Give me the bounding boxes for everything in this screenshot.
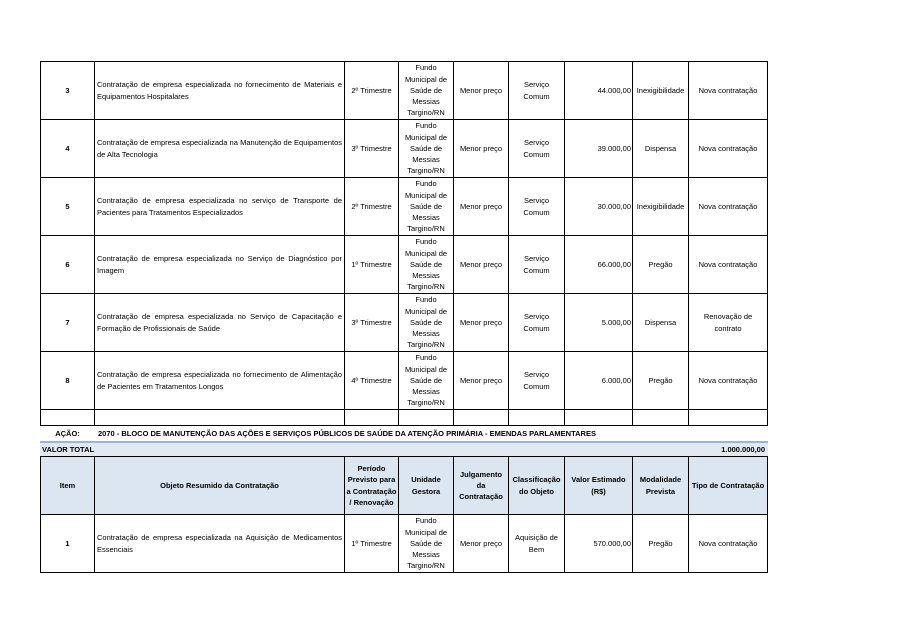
item-number: 1 bbox=[40, 515, 95, 573]
judgment-criterion: Menor preço bbox=[454, 352, 509, 410]
header-period: Período Previsto para a Contratação / Renovação bbox=[345, 457, 399, 515]
estimated-value: 66.000,00 bbox=[565, 236, 633, 294]
judgment-criterion: Menor preço bbox=[454, 178, 509, 236]
empty-cell bbox=[95, 410, 345, 426]
planned-modality: Pregão bbox=[633, 515, 689, 573]
total-value-amount: 1.000.000,00 bbox=[721, 445, 765, 454]
header-classification: Classificação do Objeto bbox=[509, 457, 565, 515]
empty-cell bbox=[40, 410, 95, 426]
table-row bbox=[40, 294, 768, 352]
planned-modality: Inexigibilidade bbox=[633, 62, 689, 120]
contract-type: Renovação de contrato bbox=[689, 294, 768, 352]
empty-cell bbox=[345, 410, 399, 426]
item-number: 3 bbox=[40, 62, 95, 120]
header-modality: Modalidade Prevista bbox=[633, 457, 689, 515]
object-classification: Serviço Comum bbox=[509, 294, 565, 352]
empty-row bbox=[40, 410, 768, 426]
judgment-criterion: Menor preço bbox=[454, 62, 509, 120]
estimated-value: 6.000,00 bbox=[565, 352, 633, 410]
estimated-value: 30.000,00 bbox=[565, 178, 633, 236]
managing-unit: Fundo Municipal de Saúde de Messias Targino/RN bbox=[399, 178, 454, 236]
managing-unit: Fundo Municipal de Saúde de Messias Targino/RN bbox=[399, 120, 454, 178]
contracts-table-previous-block bbox=[40, 61, 768, 426]
planned-modality: Pregão bbox=[633, 236, 689, 294]
planned-modality: Dispensa bbox=[633, 120, 689, 178]
object-classification: Serviço Comum bbox=[509, 352, 565, 410]
header-item: Item bbox=[40, 457, 95, 515]
managing-unit: Fundo Municipal de Saúde de Messias Targino/RN bbox=[399, 515, 454, 573]
planned-period: 3º Trimestre bbox=[345, 120, 399, 178]
judgment-criterion: Menor preço bbox=[454, 515, 509, 573]
empty-cell bbox=[633, 410, 689, 426]
table-row bbox=[40, 62, 768, 120]
header-managing-unit: Unidade Gestora bbox=[399, 457, 454, 515]
contract-type: Nova contratação bbox=[689, 236, 768, 294]
contract-type: Nova contratação bbox=[689, 120, 768, 178]
object-description: Contratação de empresa especializada na Aquisição de Medicamentos Essenciais bbox=[95, 515, 345, 573]
total-value-row bbox=[40, 443, 768, 456]
estimated-value: 5.000,00 bbox=[565, 294, 633, 352]
empty-cell bbox=[689, 410, 768, 426]
empty-cell bbox=[509, 410, 565, 426]
managing-unit: Fundo Municipal de Saúde de Messias Targino/RN bbox=[399, 352, 454, 410]
object-classification: Serviço Comum bbox=[509, 62, 565, 120]
header-estimated-value: Valor Estimado (R$) bbox=[565, 457, 633, 515]
object-classification: Serviço Comum bbox=[509, 120, 565, 178]
header-contract-type: Tipo de Contratação bbox=[689, 457, 768, 515]
item-number: 8 bbox=[40, 352, 95, 410]
header-judgment: Julgamento da Contratação bbox=[454, 457, 509, 515]
object-description: Contratação de empresa especializada na Manutenção de Equipamentos de Alta Tecnologia bbox=[95, 120, 345, 178]
contract-type: Nova contratação bbox=[689, 352, 768, 410]
judgment-criterion: Menor preço bbox=[454, 120, 509, 178]
contracts-table-action-2070 bbox=[40, 456, 768, 573]
action-heading bbox=[40, 426, 768, 443]
item-number: 6 bbox=[40, 236, 95, 294]
object-description: Contratação de empresa especializada no serviço de Transporte de Pacientes para Tratamentos Especializados bbox=[95, 178, 345, 236]
header-object: Objeto Resumido da Contratação bbox=[95, 457, 345, 515]
object-description: Contratação de empresa especializada no Serviço de Capacitação e Formação de Profissionais de Saúde bbox=[95, 294, 345, 352]
planned-period: 3º Trimestre bbox=[345, 294, 399, 352]
managing-unit: Fundo Municipal de Saúde de Messias Targino/RN bbox=[399, 62, 454, 120]
table-row bbox=[40, 352, 768, 410]
table-row bbox=[40, 515, 768, 573]
estimated-value: 44.000,00 bbox=[565, 62, 633, 120]
empty-cell bbox=[565, 410, 633, 426]
planned-period: 2º Trimestre bbox=[345, 178, 399, 236]
empty-cell bbox=[454, 410, 509, 426]
table-row bbox=[40, 178, 768, 236]
object-description: Contratação de empresa especializada no fornecimento de Materiais e Equipamentos Hospitalares bbox=[95, 62, 345, 120]
table-header-row bbox=[40, 457, 768, 515]
object-classification: Serviço Comum bbox=[509, 178, 565, 236]
managing-unit: Fundo Municipal de Saúde de Messias Targino/RN bbox=[399, 236, 454, 294]
planned-modality: Dispensa bbox=[633, 294, 689, 352]
planned-period: 2º Trimestre bbox=[345, 62, 399, 120]
planned-modality: Inexigibilidade bbox=[633, 178, 689, 236]
planned-modality: Pregão bbox=[633, 352, 689, 410]
object-description: Contratação de empresa especializada no fornecimento de Alimentação de Pacientes em Tratamentos Longos bbox=[95, 352, 345, 410]
estimated-value: 39.000,00 bbox=[565, 120, 633, 178]
item-number: 7 bbox=[40, 294, 95, 352]
contract-type: Nova contratação bbox=[689, 178, 768, 236]
judgment-criterion: Menor preço bbox=[454, 294, 509, 352]
object-description: Contratação de empresa especializada no Serviço de Diagnóstico por Imagem bbox=[95, 236, 345, 294]
planned-period: 1º Trimestre bbox=[345, 515, 399, 573]
table-row bbox=[40, 120, 768, 178]
action-label: AÇÃO: bbox=[55, 429, 80, 438]
contract-type: Nova contratação bbox=[689, 515, 768, 573]
empty-cell bbox=[399, 410, 454, 426]
contract-type: Nova contratação bbox=[689, 62, 768, 120]
managing-unit: Fundo Municipal de Saúde de Messias Targino/RN bbox=[399, 294, 454, 352]
planned-period: 4º Trimestre bbox=[345, 352, 399, 410]
action-title: 2070 - BLOCO DE MANUTENÇÃO DAS AÇÕES E SERVIÇOS PÚBLICOS DE SAÚDE DA ATENÇÃO PRIMÁRIA - EMENDAS PARLAMENTARES bbox=[98, 429, 596, 438]
object-classification: Aquisição de Bem bbox=[509, 515, 565, 573]
total-value-label: VALOR TOTAL bbox=[42, 445, 95, 454]
planned-period: 1º Trimestre bbox=[345, 236, 399, 294]
object-classification: Serviço Comum bbox=[509, 236, 565, 294]
item-number: 5 bbox=[40, 178, 95, 236]
item-number: 4 bbox=[40, 120, 95, 178]
estimated-value: 570.000,00 bbox=[565, 515, 633, 573]
table-row bbox=[40, 236, 768, 294]
judgment-criterion: Menor preço bbox=[454, 236, 509, 294]
